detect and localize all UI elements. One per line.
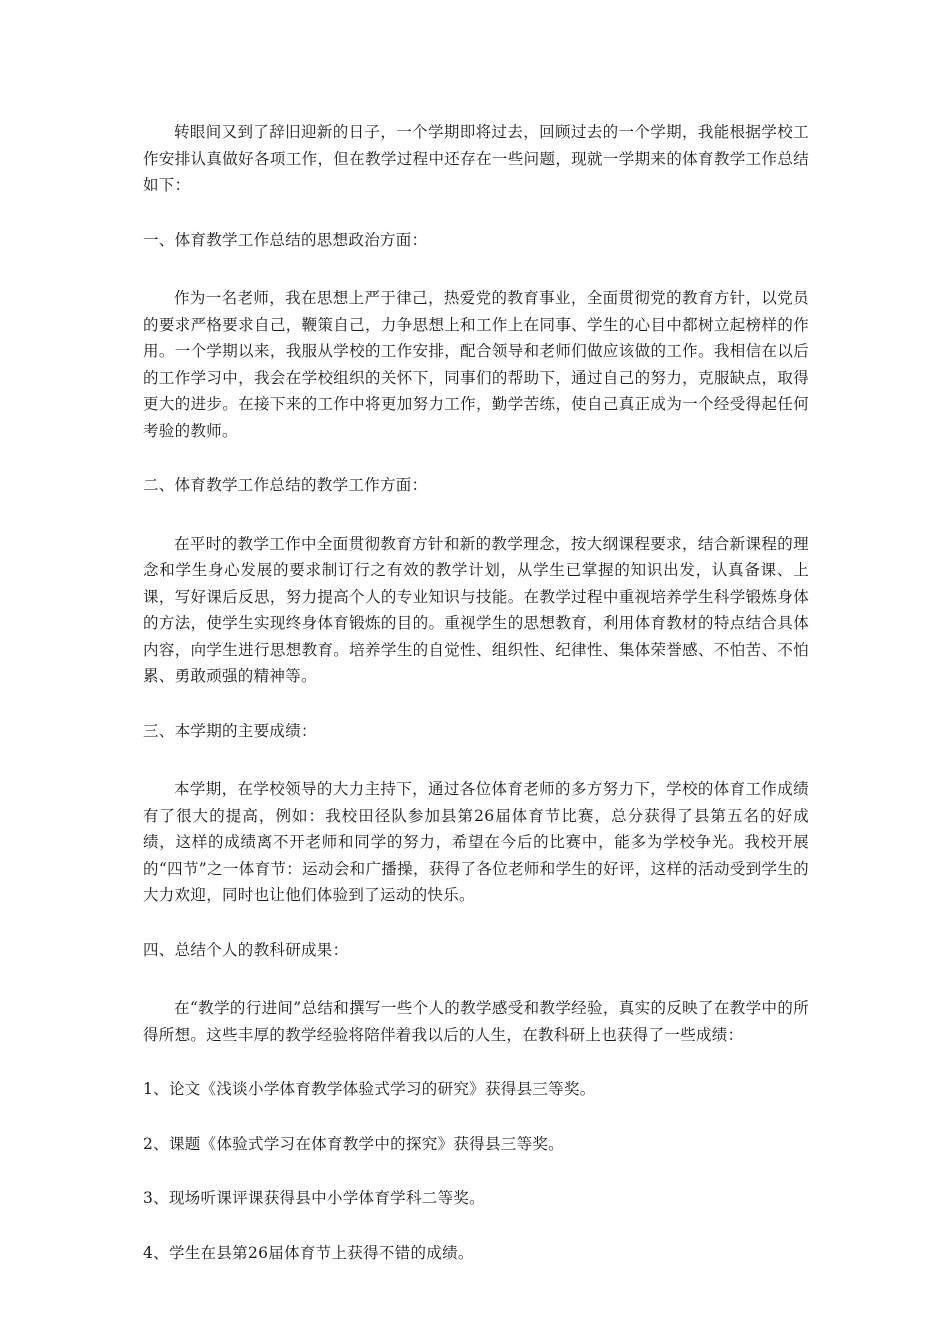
section-body-4: 在“教学的行进间”总结和撰写一些个人的教学感受和教学经验，真实的反映了在教学中的所得所想。这些丰厚的教学经验将陪伴着我以后的人生，在教科研上也获得了一些成绩： — [143, 999, 809, 1044]
achievement-item-1: 1、论文《浅谈小学体育教学体验式学习的研究》获得县三等奖。 — [143, 1080, 596, 1098]
achievement-item-3: 3、现场听课评课获得县中小学体育学科二等奖。 — [143, 1189, 485, 1207]
section-body-1: 作为一名老师，我在思想上严于律己，热爱党的教育事业，全面贯彻党的教育方针，以党员的要求严格要求自己，鞭策自己，力争思想上和工作上在同事、学生的心目中都树立起榜样的作用。一个学期以来，我服从学校的工作安排，配合领导和老师们做应该做的工作。我相信在以后的工作学习中，我会在学校组织的关怀下，同事们的帮助下，通过自己的努力，克服缺点，取得更大的进步。在接下来的工作中将更加努力工作，勤学苦练，使自己真正成为一个经受得起任何考验的教师。 — [143, 289, 809, 440]
section-heading-3: 三、本学期的主要成绩： — [143, 721, 317, 740]
document-page — [143, 119, 809, 1266]
section-body-3: 本学期，在学校领导的大力主持下，通过各位体育老师的多方努力下，学校的体育工作成绩有了很大的提高，例如：我校田径队参加县第26届体育节比赛，总分获得了县第五名的好成绩，这样的成绩离不开老师和同学的努力，希望在今后的比赛中，能多为学校争光。我校开展的“四节”之一体育节：运动会和广播操，获得了各位老师和学生的好评，这样的活动受到学生的大力欢迎，同时也让他们体验到了运动的快乐。 — [143, 780, 809, 904]
section-heading-4: 四、总结个人的教科研成果： — [143, 940, 349, 959]
achievement-item-2: 2、课题《体验式学习在体育教学中的探究》获得县三等奖。 — [143, 1134, 564, 1153]
section-heading-2: 二、体育教学工作总结的教学工作方面： — [143, 476, 428, 494]
section-body-2: 在平时的教学工作中全面贯彻教育方针和新的教学理念，按大纲课程要求，结合新课程的理念和学生身心发展的要求制订行之有效的教学计划，从学生已掌握的知识出发，认真备课、上课，写好课后反思，努力提高个人的专业知识与技能。在教学过程中重视培养学生科学锻炼身体的方法，使学生实现终身体育锻炼的目的。重视学生的思想教育，利用体育教材的特点结合具体内容，向学生进行思想教育。培养学生的自觉性、组织性、纪律性、集体荣誉感、不怕苦、不怕累、勇敢顽强的精神等。 — [143, 534, 809, 685]
achievement-item-4: 4、学生在县第26届体育节上获得不错的成绩。 — [143, 1243, 474, 1262]
section-heading-1: 一、体育教学工作总结的思想政治方面： — [143, 230, 428, 249]
intro-paragraph: 转眼间又到了辞旧迎新的日子，一个学期即将过去，回顾过去的一个学期，我能根据学校工作安排认真做好各项工作，但在教学过程中还存在一些问题，现就一学期来的体育教学工作总结如下： — [143, 123, 809, 194]
